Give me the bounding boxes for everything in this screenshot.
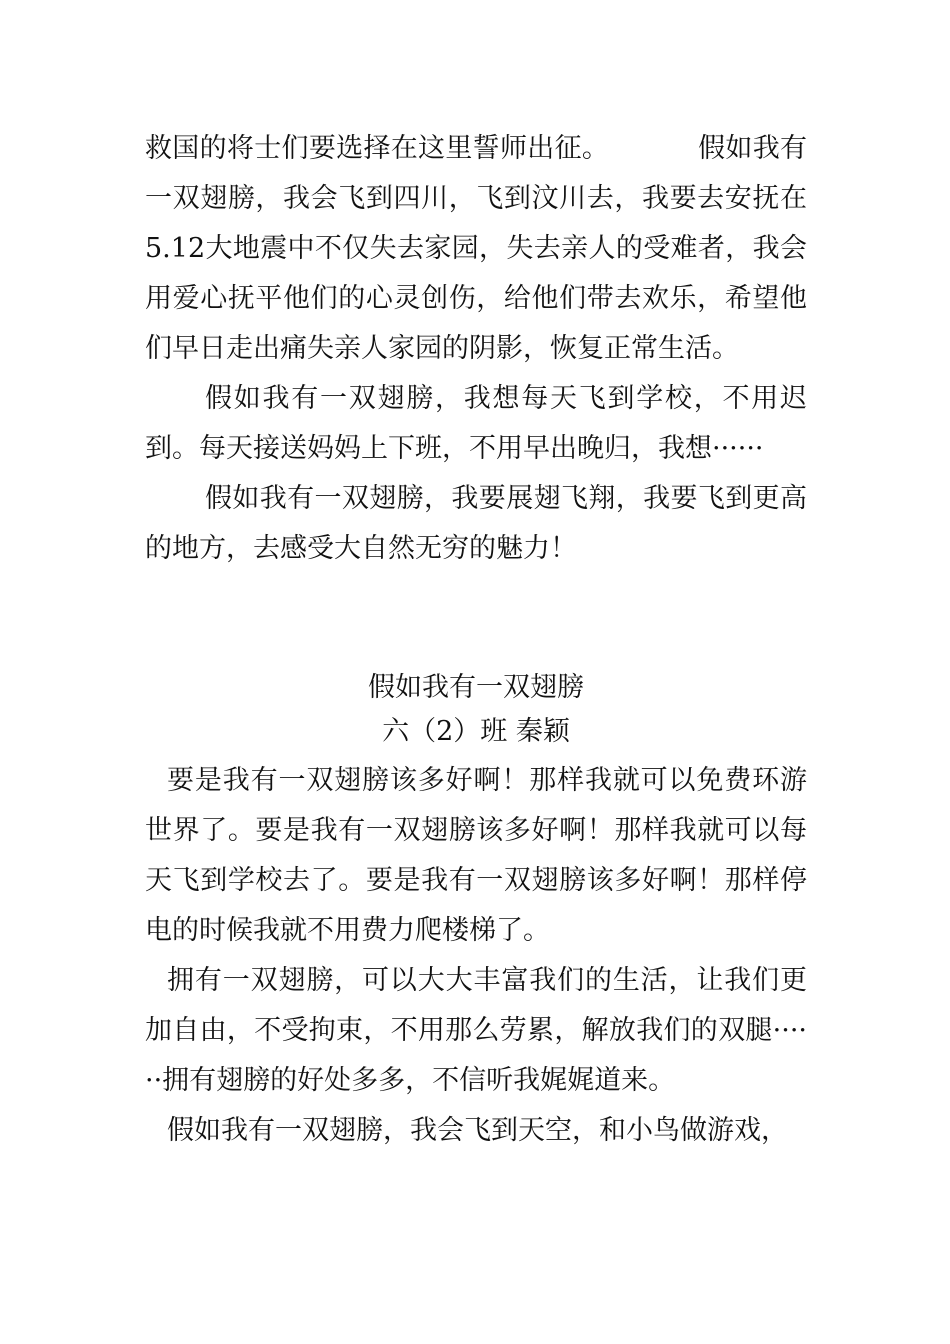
essay-paragraph-3: 假如我有一双翅膀，我会飞到天空，和小鸟做游戏， <box>167 1115 788 1146</box>
document-page <box>145 124 807 1156</box>
essay-paragraph-1: 要是我有一双翅膀该多好啊！那样我就可以免费环游世界了。要是我有一双翅膀该多好啊！那样我就可以每天飞到学校去了。要是我有一双翅膀该多好啊！那样停电的时候我就不用费力爬楼梯了。 <box>145 765 807 946</box>
essay-author: 六（2）班 秦颖 <box>382 716 570 747</box>
prev-essay-paragraph-1: 救国的将士们要选择在这里誓师出征。 假如我有一双翅膀，我会飞到四川，飞到汶川去，我要去安抚在5.12大地震中不仅失去家园，失去亲人的受难者，我会用爱心抚平他们的心灵创伤，给他们带去欢乐，希望他们早日走出痛失亲人家园的阴影，恢复正常生活。 <box>145 133 807 364</box>
prev-essay-paragraph-2: 假如我有一双翅膀，我想每天飞到学校，不用迟到。每天接送妈妈上下班，不用早出晚归，我想······ <box>145 383 807 464</box>
section-gap <box>145 574 807 666</box>
prev-essay-paragraph-3: 假如我有一双翅膀，我要展翅飞翔，我要飞到更高的地方，去感受大自然无穷的魅力！ <box>145 483 807 564</box>
essay-title: 假如我有一双翅膀 <box>368 672 584 703</box>
essay-paragraph-2: 拥有一双翅膀，可以大大丰富我们的生活，让我们更加自由，不受拘束，不用那么劳累，解放我们的双腿······拥有翅膀的好处多多，不信听我娓娓道来。 <box>145 965 807 1096</box>
